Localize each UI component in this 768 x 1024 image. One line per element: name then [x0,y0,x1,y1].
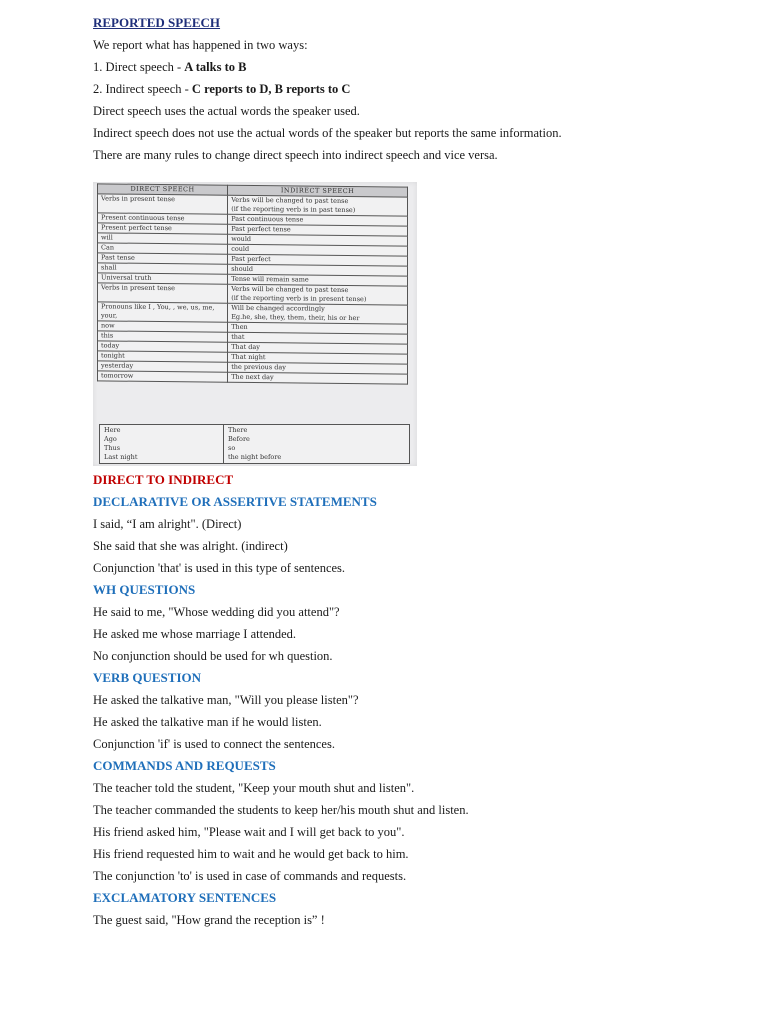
indirect-text: the previous day [231,362,286,372]
verb-line: He asked the talkative man, "Will you please listen"? [93,693,359,707]
indirect-subtext: (if the reporting verb is in past tense) [231,204,356,215]
table-header-direct: DIRECT SPEECH [98,184,228,195]
extra-direct-item: Here [104,426,121,434]
extra-direct-item: Thus [104,444,121,452]
wh-line: No conjunction should be used for wh question. [93,649,333,663]
direct-cell: shall [98,263,228,274]
indirect-text: The next day [231,372,274,382]
indirect-cell [228,372,408,384]
direct-cell: Universal truth [98,273,228,284]
indirect-text: Will be changed accordingly [231,303,325,313]
content-sections [93,469,733,931]
direct-cell: this [98,331,228,342]
verb-line: Conjunction 'if' is used to connect the sentences. [93,737,335,751]
commands-line: The conjunction 'to' is used in case of commands and requests. [93,869,407,883]
direct-cell: Verbs in present tense [98,283,228,303]
table-row [98,371,408,384]
direct-cell: now [98,321,228,332]
indirect-text: could [231,244,250,253]
indirect-subtext: (if the reporting verb is in present tense) [231,293,367,304]
declarative-line: Conjunction 'that' is used in this type of sentences. [93,561,346,575]
item2-bold: C reports to D, B reports to C [191,82,351,96]
item-direct-speech [93,56,733,78]
commands-line: His friend requested him to wait and he would get back to him. [93,847,409,861]
heading-verb-question: VERB QUESTION [93,670,201,685]
indirect-text: that [231,332,245,341]
paragraph-2: Indirect speech does not use the actual words of the speaker but reports the same information. [93,126,562,140]
indirect-cell [228,284,408,305]
direct-cell: Present perfect tense [98,223,228,234]
indirect-text: would [231,234,252,243]
table-header-indirect: INDIRECT SPEECH [228,185,408,197]
extra-indirect-cell [224,425,410,464]
indirect-text: Past perfect [231,254,271,264]
document-page [93,12,733,166]
heading-direct-to-indirect: DIRECT TO INDIRECT [93,472,234,487]
wh-line: He asked me whose marriage I attended. [93,627,297,641]
indirect-text: That night [231,352,266,362]
indirect-subtext: Eg.he, she, they, them, their, his or her [231,312,360,323]
rules-table [97,183,408,384]
item2-prefix: 2. Indirect speech - [93,82,192,96]
direct-cell: tomorrow [98,371,228,382]
item1-prefix: 1. Direct speech - [93,60,185,74]
indirect-cell [228,303,408,324]
heading-commands: COMMANDS AND REQUESTS [93,758,276,773]
paragraph-3: There are many rules to change direct speech into indirect speech and vice versa. [93,148,498,162]
commands-line: The teacher commanded the students to keep her/his mouth shut and listen. [93,803,469,817]
extra-direct-cell [100,425,224,464]
rules-table-image [93,182,417,466]
heading-wh-questions: WH QUESTIONS [93,582,196,597]
direct-cell: Can [98,243,228,254]
commands-line: The teacher told the student, "Keep your mouth shut and listen". [93,781,415,795]
extra-direct-item: Last night [104,453,138,461]
wh-line: He said to me, "Whose wedding did you attend"? [93,605,340,619]
indirect-text: Past continuous tense [231,214,304,224]
indirect-text: should [231,264,254,274]
indirect-text: Tense will remain same [231,274,309,284]
heading-declarative: DECLARATIVE OR ASSERTIVE STATEMENTS [93,494,377,509]
direct-cell: Pronouns like I , You, , we, us, me, your, [98,302,228,322]
heading-exclamatory: EXCLAMATORY SENTENCES [93,890,277,905]
verb-line: He asked the talkative man if he would listen. [93,715,322,729]
indirect-cell [228,195,408,216]
indirect-text: Then [231,322,248,331]
extra-indirect-item: so [228,444,236,452]
extra-indirect-item: Before [228,435,250,443]
extra-indirect-item: the night before [228,453,282,461]
paragraph-1: Direct speech uses the actual words the speaker used. [93,104,360,118]
commands-line: His friend asked him, "Please wait and I will get back to you". [93,825,405,839]
rules-table-body [98,194,408,384]
extra-indirect-item: There [228,426,248,434]
direct-cell: will [98,233,228,244]
direct-cell: yesterday [98,361,228,372]
direct-cell: Verbs in present tense [98,194,228,214]
item-indirect-speech [93,78,733,100]
declarative-line: I said, “I am alright". (Direct) [93,517,242,531]
indirect-text: Past perfect tense [231,224,291,234]
extra-direct-item: Ago [104,435,117,443]
indirect-text: Verbs will be changed to past tense [231,195,349,206]
exclamatory-line: The guest said, "How grand the reception is” ! [93,913,325,927]
extra-rules-row [100,425,410,464]
direct-cell: today [98,341,228,352]
extra-rules-table [99,424,410,464]
indirect-text: Verbs will be changed to past tense [231,284,349,295]
page-title: REPORTED SPEECH [93,15,221,30]
direct-cell: Present continuous tense [98,213,228,224]
intro-text: We report what has happened in two ways: [93,38,308,52]
direct-cell: tonight [98,351,228,362]
declarative-line: She said that she was alright. (indirect) [93,539,288,553]
indirect-text: That day [231,342,260,352]
item1-bold: A talks to B [184,60,247,74]
direct-cell: Past tense [98,253,228,264]
